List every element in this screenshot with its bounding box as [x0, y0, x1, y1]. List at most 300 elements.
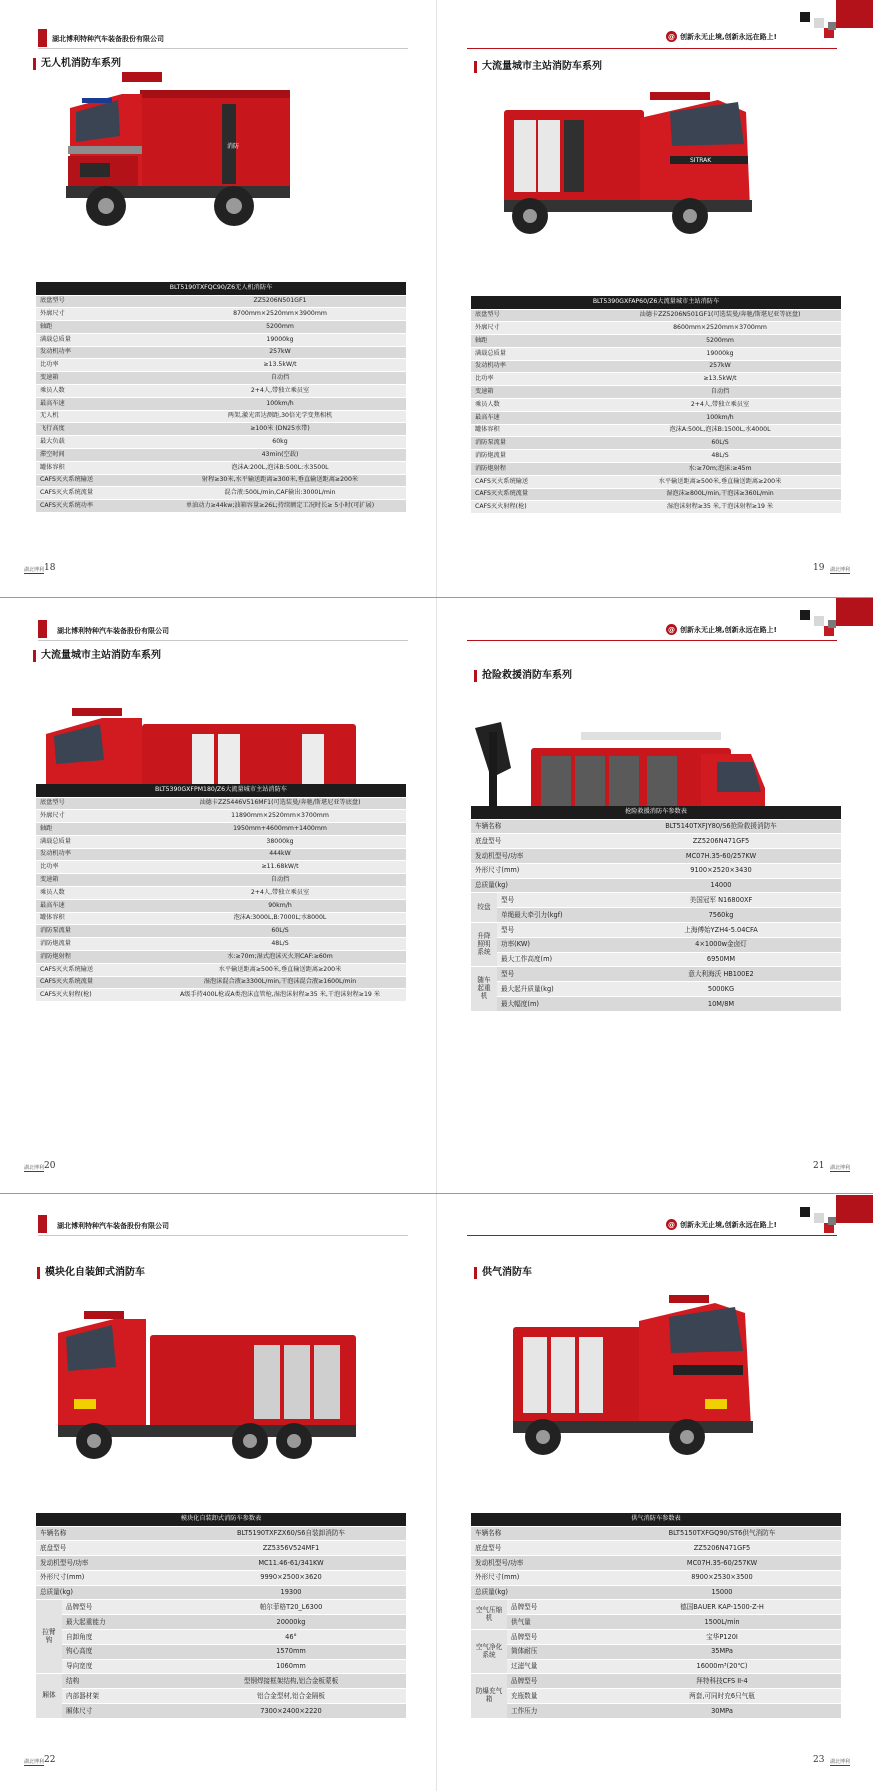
slogan-text: 创新永无止境,创新永远在路上!	[680, 1220, 777, 1229]
spec-sub-label: 内部器材架	[62, 1689, 176, 1704]
spec-value: 14000	[601, 878, 841, 893]
spec-label: 比功率	[471, 373, 599, 386]
spec-value: 水平输送距离≥500米,垂直输送距离≥200米	[599, 475, 841, 488]
spec-label: 最高车速	[36, 397, 154, 410]
spec-group-label: 绞盘	[471, 893, 497, 923]
spec-value: 2+4人,带独立乘员室	[154, 385, 406, 398]
spec-value: 10M/8M	[601, 997, 841, 1012]
spec-row	[471, 863, 841, 878]
spec-sub-label: 最大幅度(m)	[497, 997, 601, 1012]
spec-row	[36, 333, 406, 346]
spec-value: 1500L/min	[603, 1615, 841, 1630]
spec-row	[36, 410, 406, 423]
spec-value: 19000kg	[154, 333, 406, 346]
spec-row	[36, 976, 406, 989]
spec-value: 2+4人,带独立乘员室	[154, 887, 406, 900]
spec-sub-label: 型号	[497, 923, 601, 938]
footer-tag: 湖北博利	[24, 1165, 45, 1171]
corner-squares-decoration	[800, 598, 873, 638]
slogan-text: 创新永无止境,创新永远在路上!	[680, 625, 777, 634]
spec-group-label: 防爆充气箱	[471, 1674, 507, 1718]
spec-label: 底盘型号	[471, 834, 601, 849]
page-number: 20	[44, 1161, 56, 1171]
spec-sub-label: 过滤气量	[507, 1659, 603, 1674]
spec-value: 德国BAUER KAP-1500-Z-H	[603, 1600, 841, 1615]
spec-label: 消防炮射程	[36, 951, 154, 964]
spec-row	[471, 347, 841, 360]
spec-label: 轴距	[471, 335, 599, 348]
spec-row	[36, 1600, 406, 1615]
spec-value: 30MPa	[603, 1704, 841, 1719]
spec-row	[471, 1556, 841, 1571]
spec-sub-label: 厢体尺寸	[62, 1704, 176, 1719]
spec-row	[36, 899, 406, 912]
spec-row	[471, 411, 841, 424]
spec-value: MC11.46-61/341KW	[176, 1556, 406, 1571]
spec-value: 7300×2400×2220	[176, 1704, 406, 1719]
page-23	[437, 1195, 873, 1791]
page-18	[0, 0, 436, 596]
spec-row	[36, 874, 406, 887]
spec-row	[36, 925, 406, 938]
spec-row	[36, 848, 406, 861]
page-19	[437, 0, 873, 596]
spec-row	[36, 474, 406, 487]
corner-squares-decoration	[800, 0, 873, 40]
spec-value: 8900×2530×3500	[603, 1570, 841, 1585]
spec-row	[471, 834, 841, 849]
header-rule	[38, 1235, 408, 1236]
spec-sub-label: 最大工作高度(m)	[497, 952, 601, 967]
spec-row	[471, 1526, 841, 1541]
footer-tag: 湖北博利	[830, 1759, 851, 1765]
spec-value: 水平输送距离≥500米,垂直输送距离≥200米	[154, 963, 406, 976]
spec-label: 比功率	[36, 359, 154, 372]
spec-label: 消防炮流量	[471, 450, 599, 463]
section-title: 大流量城市主站消防车系列	[33, 650, 161, 662]
section-title: 无人机消防车系列	[33, 58, 121, 70]
spec-value: 257kW	[599, 360, 841, 373]
spec-label: CAFS灭火系统流量	[36, 487, 154, 500]
spec-label: 发动机功率	[36, 848, 154, 861]
spec-value: MC07H.35-60/257KW	[603, 1556, 841, 1571]
spec-row	[36, 1644, 406, 1659]
spec-row	[471, 373, 841, 386]
spec-value: 9990×2500×3620	[176, 1570, 406, 1585]
spec-value: 拜特科技CFS II-4	[603, 1674, 841, 1689]
spec-label: 外廓尺寸	[36, 810, 154, 823]
spec-row	[471, 424, 841, 437]
spec-value: 60kg	[154, 436, 406, 449]
spec-group-label: 空气净化系统	[471, 1630, 507, 1674]
spec-value: 90km/h	[154, 899, 406, 912]
spec-label: 总质量(kg)	[471, 878, 601, 893]
spec-value: 38000kg	[154, 835, 406, 848]
spec-value: 46°	[176, 1630, 406, 1645]
spec-row	[471, 450, 841, 463]
spec-sub-label: 最大起升质量(kg)	[497, 982, 601, 997]
spec-sub-label: 充瓶数量	[507, 1689, 603, 1704]
footer-tag: 湖北博利	[24, 567, 45, 573]
spec-value: 9100×2520×3430	[601, 863, 841, 878]
spec-label: 最高车速	[471, 411, 599, 424]
spec-value: 48L/S	[154, 938, 406, 951]
spec-label: CAFS灭火系统功率	[36, 500, 154, 513]
footer-tag: 湖北博利	[830, 1165, 851, 1171]
footer-rule	[830, 1171, 850, 1172]
spec-label: 发动机功率	[36, 346, 154, 359]
section-title: 大流量城市主站消防车系列	[474, 61, 602, 73]
spec-row	[36, 823, 406, 836]
spec-value: ZZ5356V524MF1	[176, 1541, 406, 1556]
spec-value: 20000kg	[176, 1615, 406, 1630]
spec-row	[36, 797, 406, 810]
urban-main-station-truck-image	[500, 82, 760, 242]
row-divider	[0, 1193, 873, 1194]
footer-rule	[830, 573, 850, 574]
section-title: 模块化自装卸式消防车	[37, 1267, 145, 1279]
spec-value: 60L/S	[599, 437, 841, 450]
spec-value: 1950mm+4600mm+1400mm	[154, 823, 406, 836]
spec-value: 257kW	[154, 346, 406, 359]
spec-value: ZZ5206N471GF5	[601, 834, 841, 849]
spec-label: 滞空时间	[36, 449, 154, 462]
spec-value: 19300	[176, 1585, 406, 1600]
spec-row	[36, 1585, 406, 1600]
header-rule	[467, 1235, 837, 1236]
spec-table-title: BLT5190TXFQC90/Z6无人机消防车	[36, 282, 406, 295]
spec-label: 消防泵流量	[36, 925, 154, 938]
spec-row	[36, 359, 406, 372]
spec-row	[36, 1674, 406, 1689]
spec-label: 罐体容积	[36, 461, 154, 474]
spec-value: 自动挡	[599, 386, 841, 399]
spec-value: 8700mm×2520mm×3900mm	[154, 308, 406, 321]
header-slogan	[666, 624, 777, 635]
spec-row	[36, 1570, 406, 1585]
spec-sub-label: 单绳最大牵引力(kgf)	[497, 908, 601, 923]
spec-value: MC07H.35-60/257KW	[601, 849, 841, 864]
spec-value: 15000	[603, 1585, 841, 1600]
spec-value: 8600mm×2520mm×3700mm	[599, 322, 841, 335]
spec-row	[471, 878, 841, 893]
spec-value: 汕德卡ZZ5446V516MF1(可选装曼/奔驰/斯堪尼亚等底盘)	[154, 797, 406, 810]
spec-label: 轴距	[36, 321, 154, 334]
spec-label: 变速箱	[471, 386, 599, 399]
spec-table	[471, 806, 841, 1012]
spec-value: 型钢焊接框架结构,铝合金板蒙板	[176, 1674, 406, 1689]
spec-row	[471, 952, 841, 967]
spec-row	[36, 835, 406, 848]
spec-value: BLT5150TXFGQ90/ST6供气消防车	[603, 1526, 841, 1541]
spec-value: 帕尔菲格T20_L6300	[176, 1600, 406, 1615]
spec-value: 射程≥30米,水平输送距离≥300米,垂直输送距离≥200米	[154, 474, 406, 487]
spec-value: BLT5140TXFJY80/S6抢险救援消防车	[601, 819, 841, 834]
section-title: 抢险救援消防车系列	[474, 670, 572, 682]
spec-label: 总质量(kg)	[36, 1585, 176, 1600]
spec-row	[471, 360, 841, 373]
spec-label: 发动机型号/功率	[471, 849, 601, 864]
spec-value: 2+4人,带独立乘员室	[599, 399, 841, 412]
spec-row	[36, 346, 406, 359]
spec-row	[36, 295, 406, 308]
spec-label: 消防炮射程	[471, 463, 599, 476]
spec-row	[471, 322, 841, 335]
spec-row	[471, 937, 841, 952]
spec-row	[36, 1615, 406, 1630]
spec-value: 1570mm	[176, 1644, 406, 1659]
slogan-text: 创新永无止境,创新永远在路上!	[680, 32, 777, 41]
spec-sub-label: 品牌型号	[62, 1600, 176, 1615]
spec-row	[36, 487, 406, 500]
spec-row	[471, 488, 841, 501]
spec-value: 60L/S	[154, 925, 406, 938]
spec-sub-label: 供气量	[507, 1615, 603, 1630]
spec-group-label: 随车起重机	[471, 967, 497, 1011]
page-22	[0, 1195, 436, 1791]
spec-value: 1060mm	[176, 1659, 406, 1674]
spec-value: ≥13.5kW/t	[154, 359, 406, 372]
spec-label: 外形尺寸(mm)	[471, 863, 601, 878]
spec-label: 满载总质量	[471, 347, 599, 360]
spec-row	[36, 397, 406, 410]
spec-value: 16000m³(20℃)	[603, 1659, 841, 1674]
spec-table	[36, 784, 406, 1002]
spec-row	[471, 1704, 841, 1719]
header-red-bar	[38, 620, 47, 638]
page-number: 22	[44, 1755, 56, 1765]
header-company: 湖北博利特种汽车装备股份有限公司	[52, 35, 164, 43]
spec-label: 乘员人数	[471, 399, 599, 412]
spec-value: 水:≥70m;湿式泡沫灭火剂CAF:≥60m	[154, 951, 406, 964]
spec-row	[36, 1541, 406, 1556]
footer-rule	[24, 1765, 44, 1766]
spec-row	[36, 1526, 406, 1541]
spec-row	[471, 399, 841, 412]
spec-value: 宝华P120I	[603, 1630, 841, 1645]
header-red-bar	[38, 29, 47, 47]
spec-label: 车辆名称	[471, 819, 601, 834]
spec-label: CAFS灭火系统输送	[36, 474, 154, 487]
spec-row	[471, 982, 841, 997]
spec-sub-label: 结构	[62, 1674, 176, 1689]
spec-value: 意大利海沃 HB100E2	[601, 967, 841, 982]
spec-value: 5000KG	[601, 982, 841, 997]
spec-value: 自动挡	[154, 874, 406, 887]
spec-value: 6950MM	[601, 952, 841, 967]
spec-row	[36, 1659, 406, 1674]
spec-label: 罐体容积	[36, 912, 154, 925]
spec-value: 100km/h	[154, 397, 406, 410]
spec-table	[471, 296, 841, 514]
spec-label: 底盘型号	[36, 797, 154, 810]
spec-label: 乘员人数	[36, 887, 154, 900]
footer-rule	[24, 1171, 44, 1172]
spec-row	[471, 967, 841, 982]
spec-row	[471, 335, 841, 348]
spec-label: 外廓尺寸	[36, 308, 154, 321]
spec-table-title: 供气消防车参数表	[471, 1513, 841, 1526]
spec-value: ≥13.5kW/t	[599, 373, 841, 386]
spec-sub-label: 工作压力	[507, 1704, 603, 1719]
spec-label: 乘员人数	[36, 385, 154, 398]
spec-row	[471, 501, 841, 514]
spec-row	[36, 321, 406, 334]
footer-tag: 湖北博利	[24, 1759, 45, 1765]
spec-label: 车辆名称	[471, 1526, 603, 1541]
page-number: 18	[44, 563, 56, 573]
page-20	[0, 598, 436, 1194]
spec-row	[36, 963, 406, 976]
header-rule	[38, 48, 408, 49]
spec-value: 单油动力≥44kw;油箱容量≥26L;持续额定工况时长≥ 5小时(可扩展)	[154, 500, 406, 513]
spec-sub-label: 钩心高度	[62, 1644, 176, 1659]
spec-value: 泡沫A:500L,泡沫B:1500L,水4000L	[599, 424, 841, 437]
spec-sub-label: 型号	[497, 967, 601, 982]
footer-rule	[830, 1765, 850, 1766]
page-number: 21	[813, 1161, 825, 1171]
spec-value: 两套,可同时充6只气瓶	[603, 1689, 841, 1704]
spec-row	[36, 1630, 406, 1645]
slogan-logo-icon: @	[668, 1220, 675, 1229]
spec-sub-label: 简体耐压	[507, 1644, 603, 1659]
spec-row	[36, 887, 406, 900]
spec-label: 最高车速	[36, 899, 154, 912]
header-slogan	[666, 31, 777, 42]
spec-label: 外廓尺寸	[471, 322, 599, 335]
corner-squares-decoration	[800, 1195, 873, 1235]
spec-label: 总质量(kg)	[471, 1585, 603, 1600]
spec-label: CAFS灭火系统流量	[471, 488, 599, 501]
spec-label: 底盘型号	[36, 295, 154, 308]
spec-label: 外形尺寸(mm)	[36, 1570, 176, 1585]
spec-row	[471, 309, 841, 322]
header-red-bar	[38, 1215, 47, 1233]
header-rule	[38, 640, 408, 641]
spec-table	[471, 1513, 841, 1719]
spec-value: 5200mm	[154, 321, 406, 334]
slogan-logo-icon: @	[668, 32, 675, 41]
spec-value: 汕德卡ZZ5206N501GF1(可选装曼/奔驰/斯堪尼亚等底盘)	[599, 309, 841, 322]
spec-label: 飞行高度	[36, 423, 154, 436]
spec-row	[36, 912, 406, 925]
spec-group-label: 拉臂钩	[36, 1600, 62, 1674]
spec-sub-label: 最大起重能力	[62, 1615, 176, 1630]
spec-label: 底盘型号	[471, 1541, 603, 1556]
spec-value: ≥11.68kW/t	[154, 861, 406, 874]
spec-row	[36, 423, 406, 436]
spec-row	[471, 1570, 841, 1585]
spec-sub-label: 导向宽度	[62, 1659, 176, 1674]
spec-row	[36, 989, 406, 1002]
spec-row	[36, 500, 406, 513]
spec-label: 变速箱	[36, 372, 154, 385]
spec-value: 湿泡沫≥800L/min,干泡沫≥360L/min	[599, 488, 841, 501]
section-title: 供气消防车	[474, 1267, 532, 1279]
spec-row	[36, 951, 406, 964]
modular-self-loading-truck-image	[54, 1307, 364, 1467]
spec-row	[36, 938, 406, 951]
header-rule	[467, 640, 837, 641]
spec-row	[471, 1674, 841, 1689]
spec-value: 铝合金型材,铝合金隔板	[176, 1689, 406, 1704]
spec-row	[471, 1600, 841, 1615]
spec-table-title: BLT5390GXFAP60/Z6大流量城市主站消防车	[471, 296, 841, 309]
header-company: 湖北博利特种汽车装备股份有限公司	[57, 1222, 169, 1230]
spec-row	[36, 385, 406, 398]
spec-value: A级手持400L枪或A类泡沫直管枪,湿泡沫射程≥35 米,干泡沫射程≥19 米	[154, 989, 406, 1002]
spec-row	[36, 1556, 406, 1571]
spec-value: 444kW	[154, 848, 406, 861]
spec-label: CAFS灭火系统输送	[36, 963, 154, 976]
spec-row	[471, 1659, 841, 1674]
spec-group-label: 空气压缩机	[471, 1600, 507, 1630]
spec-label: CAFS灭火系统流量	[36, 976, 154, 989]
spec-row	[471, 463, 841, 476]
spec-table-title: BLT5390GXFPM180/Z6大流量城市主站消防车	[36, 784, 406, 797]
spec-value: 5200mm	[599, 335, 841, 348]
spec-value: 混合液:500L/min,CAF输出:3000L/min	[154, 487, 406, 500]
spec-row	[36, 1704, 406, 1719]
spec-row	[471, 386, 841, 399]
spec-label: CAFS灭火系统输送	[471, 475, 599, 488]
spec-value: 美国冠军 N16800XF	[601, 893, 841, 908]
spec-value: 100km/h	[599, 411, 841, 424]
spec-sub-label: 型号	[497, 893, 601, 908]
spec-row	[36, 1689, 406, 1704]
spec-label: 发动机型号/功率	[36, 1556, 176, 1571]
spec-value: 湿泡沫射程≥35 米,干泡沫射程≥19 米	[599, 501, 841, 514]
header-slogan	[666, 1219, 777, 1230]
spec-group-label: 厢体	[36, 1674, 62, 1718]
spec-row	[36, 308, 406, 321]
spec-row	[36, 861, 406, 874]
spec-value: 湿泡沫混合液≥3300L/min,干泡沫混合液≥1600L/min	[154, 976, 406, 989]
spec-row	[471, 1644, 841, 1659]
spec-row	[471, 908, 841, 923]
spec-row	[471, 849, 841, 864]
spec-label: 比功率	[36, 861, 154, 874]
spec-label: 变速箱	[36, 874, 154, 887]
spec-row	[36, 372, 406, 385]
page-number: 23	[813, 1755, 825, 1765]
header-rule	[467, 48, 837, 49]
spec-value: ≥100米 (DN25水带)	[154, 423, 406, 436]
spec-value: 泡沫A:3000L,B:7000L;水8000L	[154, 912, 406, 925]
spec-row	[36, 810, 406, 823]
spec-label: 满载总质量	[36, 835, 154, 848]
spec-row	[471, 1541, 841, 1556]
spec-value: 48L/S	[599, 450, 841, 463]
spec-label: 消防炮流量	[36, 938, 154, 951]
spec-row	[36, 436, 406, 449]
spec-table	[36, 282, 406, 513]
spec-label: 发动机功率	[471, 360, 599, 373]
spec-label: 无人机	[36, 410, 154, 423]
page-21	[437, 598, 873, 1194]
page-number: 19	[813, 563, 825, 573]
slogan-logo-icon: @	[668, 625, 675, 634]
spec-value: 4×1000w金卤灯	[601, 937, 841, 952]
spec-row	[471, 437, 841, 450]
spec-value: BLT5190TXFZX60/S6自装卸消防车	[176, 1526, 406, 1541]
spec-sub-label: 品牌型号	[507, 1674, 603, 1689]
spec-row	[471, 923, 841, 938]
spec-row	[471, 1689, 841, 1704]
header-company: 湖北博利特种汽车装备股份有限公司	[57, 627, 169, 635]
spec-label: 发动机型号/功率	[471, 1556, 603, 1571]
spec-group-label: 升降照明系统	[471, 923, 497, 967]
